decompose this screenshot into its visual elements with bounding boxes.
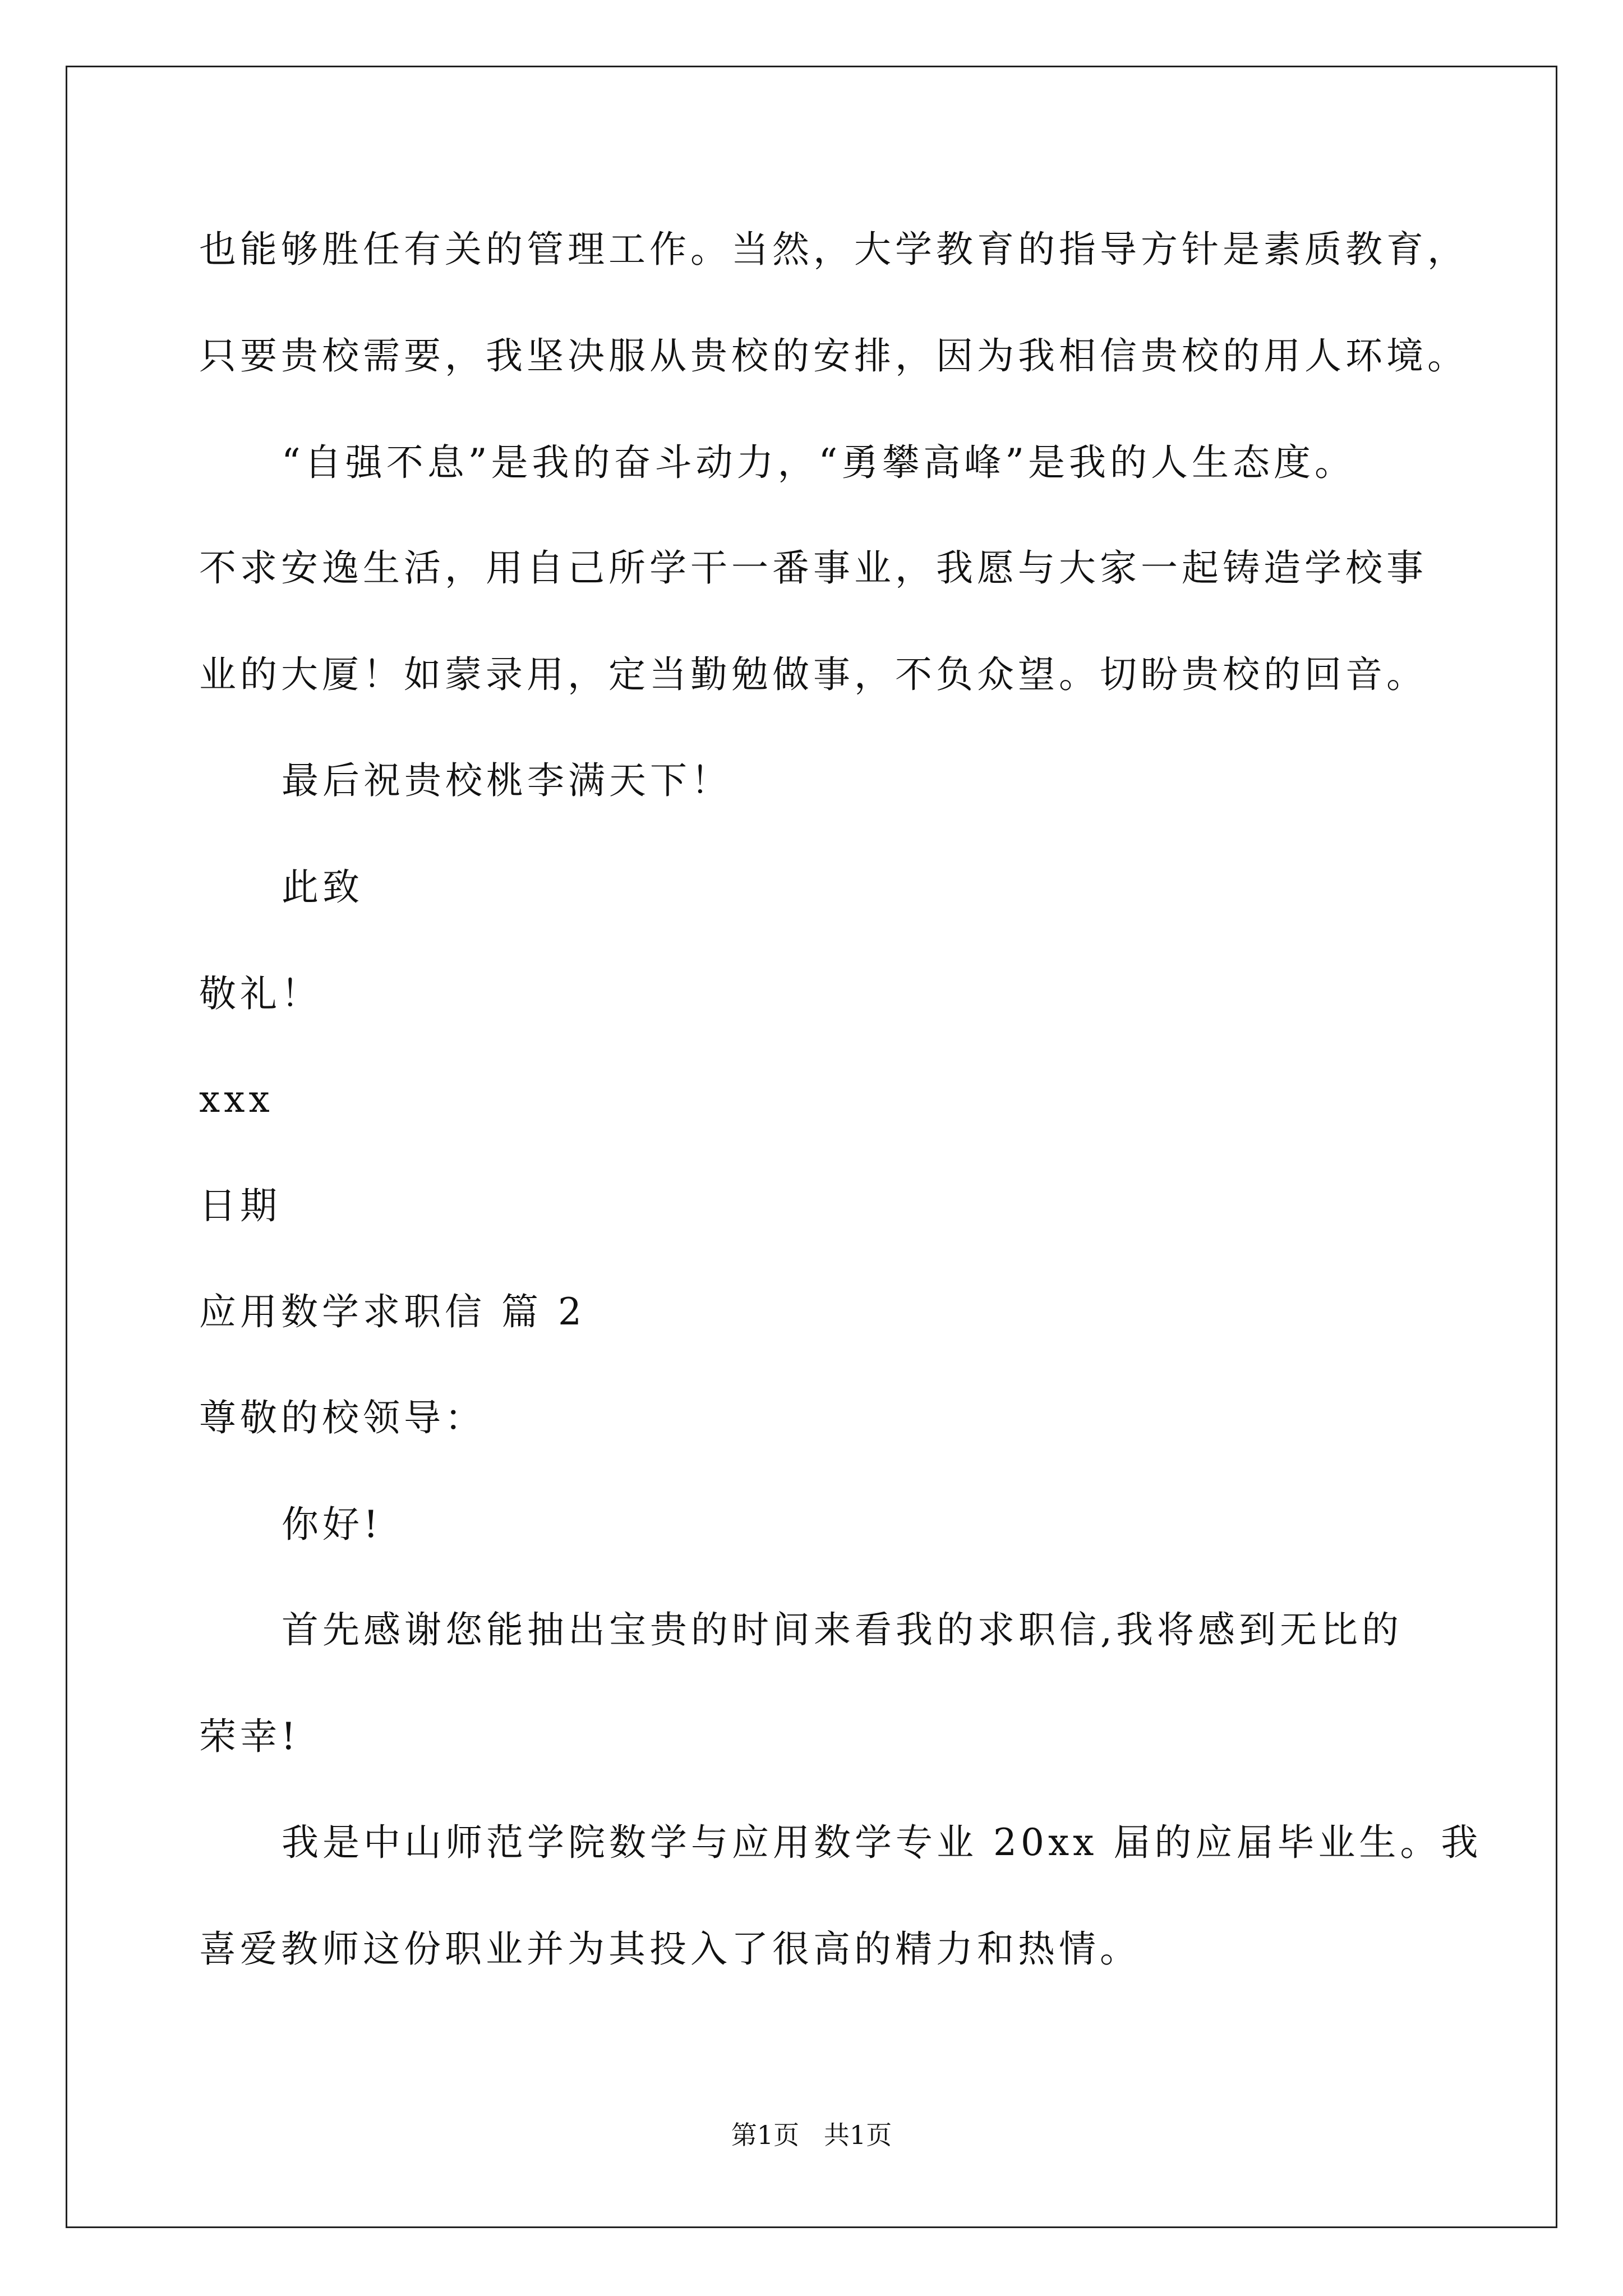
page-border (66, 66, 1557, 2228)
body-line: 业的大厦！如蒙录用，定当勤勉做事，不负众望。切盼贵校的回音。 (199, 653, 1427, 696)
body-line: “自强不息”是我的奋斗动力，“勇攀高峰”是我的人生态度。 (282, 441, 1355, 484)
signature-name: xxx (199, 1078, 274, 1121)
body-line: 我是中山师范学院数学与应用数学专业 20xx 届的应届毕业生。我 (282, 1821, 1482, 1864)
salutation-line: 此致 (282, 866, 363, 909)
body-line: 首先感谢您能抽出宝贵的时间来看我的求职信,我将感到无比的 (282, 1608, 1403, 1651)
body-line: 也能够胜任有关的管理工作。当然，大学教育的指导方针是素质教育， (199, 228, 1468, 271)
body-line: 最后祝贵校桃李满天下！ (282, 759, 732, 802)
signature-date: 日期 (199, 1184, 281, 1227)
body-line: 只要贵校需要，我坚决服从贵校的安排，因为我相信贵校的用人环境。 (199, 334, 1468, 378)
closing-line: 敬礼！ (199, 972, 322, 1015)
body-line: 荣幸! (199, 1715, 300, 1758)
body-line: 喜爱教师这份职业并为其投入了很高的精力和热情。 (199, 1927, 1141, 1971)
body-line: 你好! (282, 1503, 382, 1546)
section-heading: 应用数学求职信 篇 2 (199, 1290, 585, 1333)
greeting-line: 尊敬的校领导： (199, 1396, 486, 1439)
page-number-footer: 第1页 共1页 (731, 2120, 892, 2150)
body-line: 不求安逸生活，用自己所学干一番事业，我愿与大家一起铸造学校事 (199, 546, 1427, 590)
